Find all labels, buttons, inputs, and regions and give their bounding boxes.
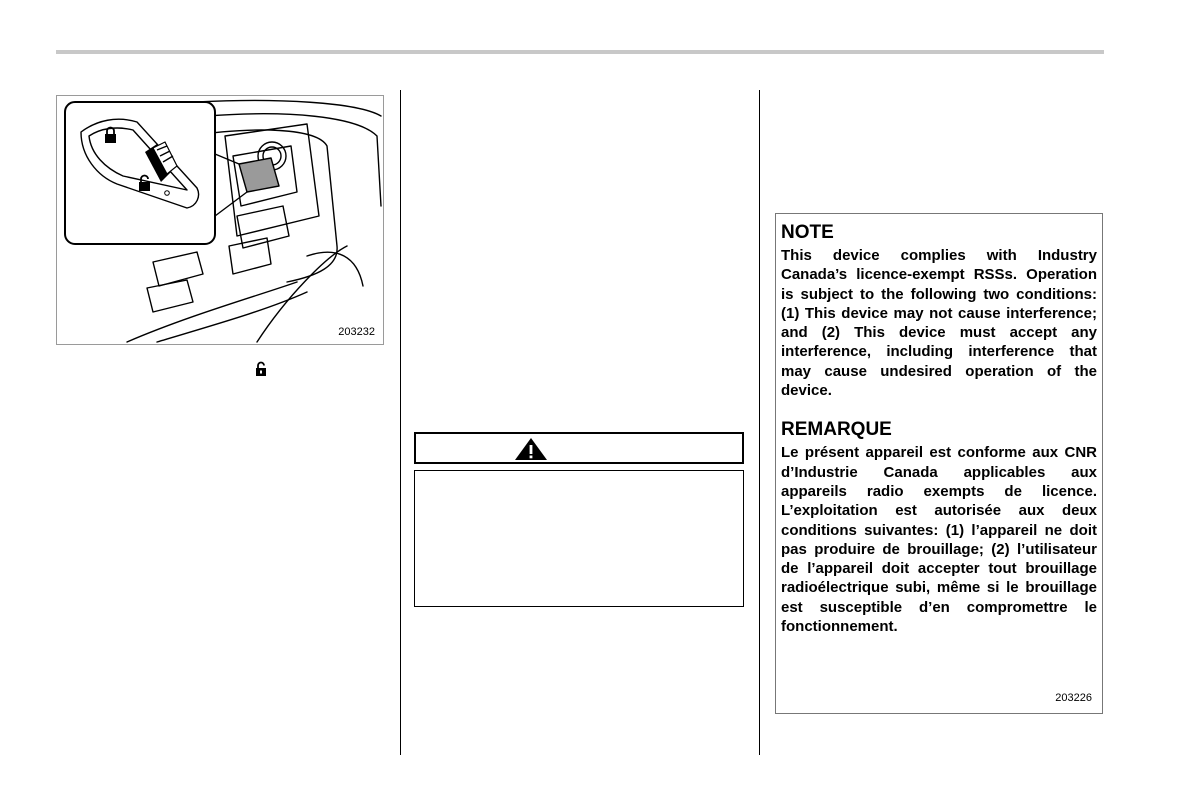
column-divider-1	[400, 90, 401, 755]
header-rule	[56, 50, 1104, 54]
door-lock-switch-figure	[56, 95, 384, 345]
note-figure-id: 203226	[1055, 692, 1092, 704]
column-divider-2	[759, 90, 760, 755]
note-title-fr: REMARQUE	[781, 419, 892, 441]
warning-header	[414, 432, 744, 464]
note-text-en: This device complies with Industry Canada’s licence-exempt RSSs. Operation is subject to the following two conditions: (1) This device may not cause interference; and (2) This device must accept any interference, including interference that may cause undesired operation of the device.	[781, 247, 1097, 400]
note-title-en: NOTE	[781, 222, 834, 243]
warning-body	[414, 470, 744, 607]
note-text-fr: Le présent appareil est conforme aux CNR d’Industrie Canada applicables aux appareils radio exempts de licence. L’exploitation est autorisée aux deux conditions suivantes: (1) l’appareil ne doit pas produire de brouillage; (2) l’utilisateur de l’appareil doit accepter tout brouillage radioélectrique subi, même si le brouillage est susceptible d’en compromettre le fonctionnement.	[781, 444, 1097, 636]
lock-open-icon	[253, 361, 269, 377]
warning-triangle-icon	[513, 437, 549, 461]
figure-id: 203232	[338, 326, 375, 338]
door-switch-illustration	[57, 96, 383, 344]
note-box	[775, 213, 1103, 714]
